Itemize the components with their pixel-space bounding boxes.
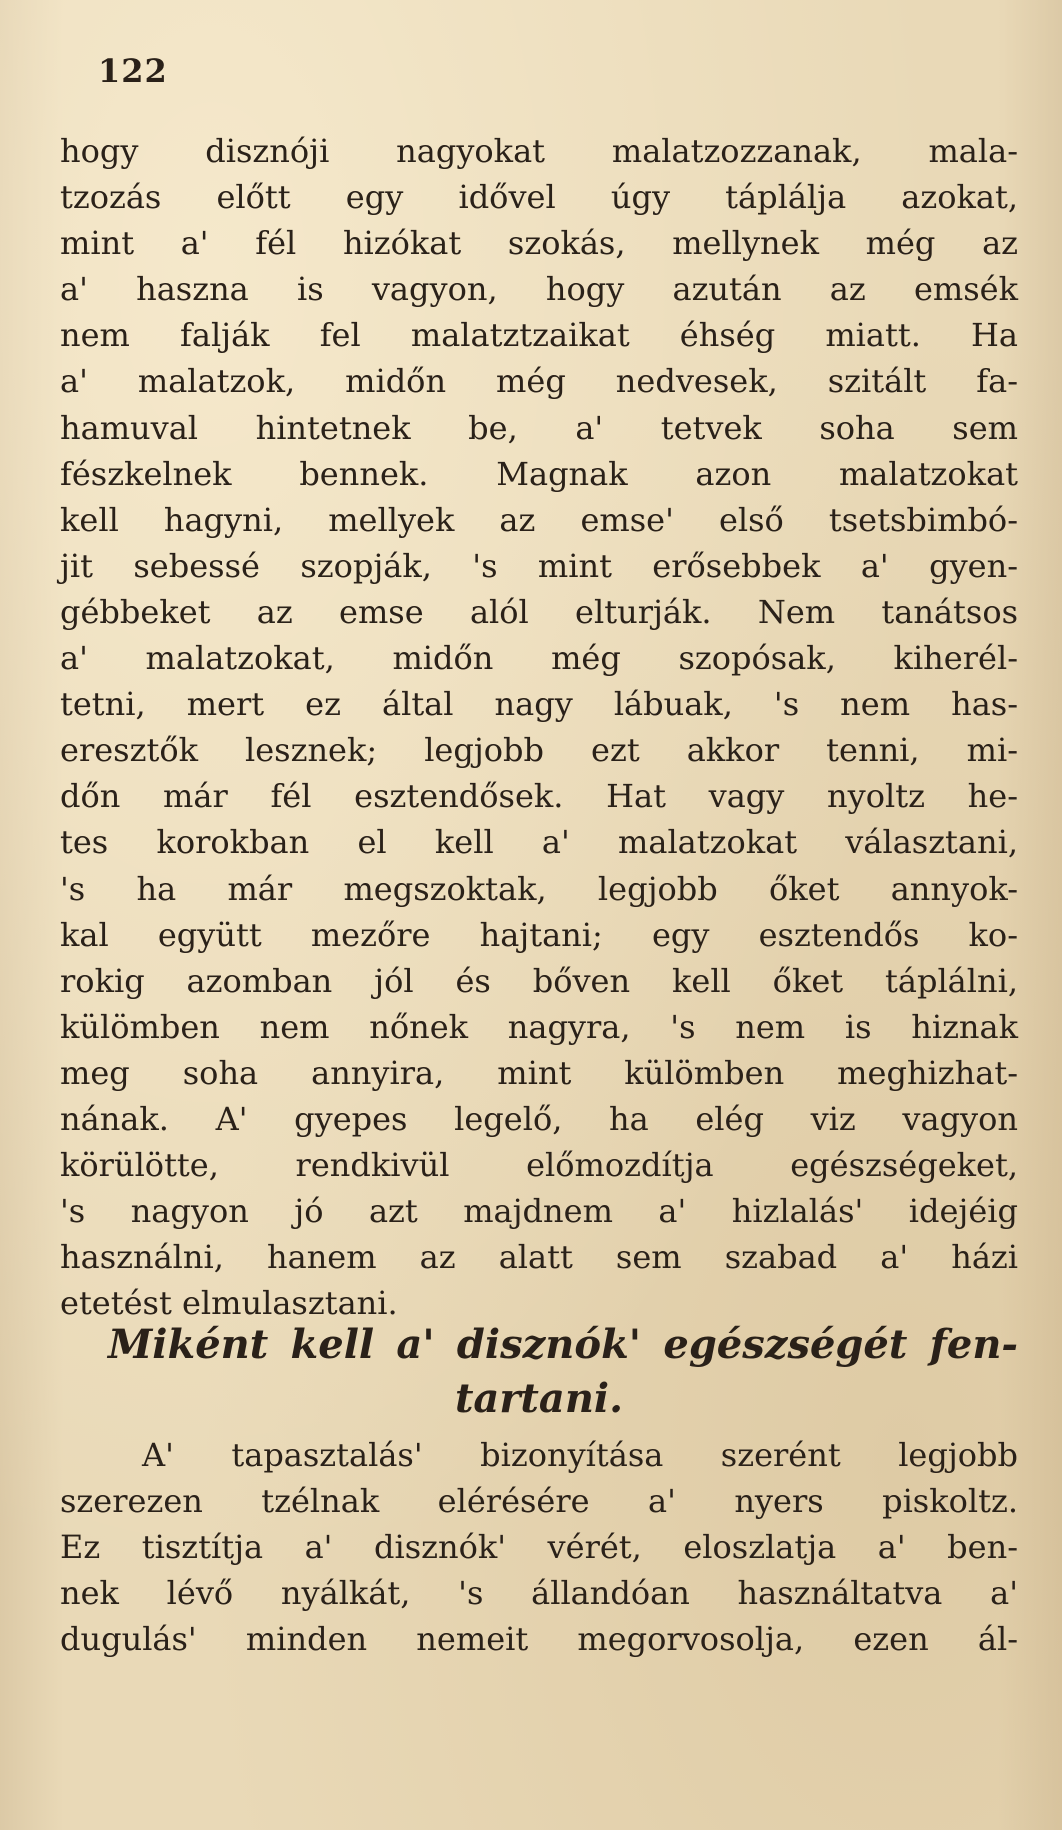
text-line: eresztők lesznek; legjobb ezt akkor tenni, mi- — [60, 731, 1018, 770]
text-line: hogy disznóji nagyokat malatzozzanak, mala- — [60, 132, 1018, 170]
text-line: rokig azomban jól és bőven kell őket táplálni, — [60, 961, 1018, 1000]
text-line: dőn már fél esztendősek. Hat vagy nyoltz he- — [60, 777, 1018, 816]
text-line: 's ha már megszoktak, legjobb őket annyok- — [60, 869, 1018, 908]
paragraph-2 — [60, 1432, 1018, 1662]
text-line: szerezen tzélnak elérésére a' nyers piskoltz. — [60, 1482, 1018, 1521]
text-line: jit sebessé szopják, 's mint erősebbek a' gyen- — [60, 546, 1018, 585]
text-line: fészkelnek bennek. Magnak azon malatzokat — [60, 454, 1018, 493]
section-heading-line-1: Miként kell a' disznók' egészségét fen- — [108, 1321, 1018, 1368]
text-line: gébbeket az emse alól elturják. Nem tanátsos — [60, 592, 1018, 631]
text-line: mint a' fél hizókat szokás, mellynek még az — [60, 224, 1018, 263]
text-line: használni, hanem az alatt sem szabad a' házi — [60, 1238, 1018, 1277]
text-line: hamuval hintetnek be, a' tetvek soha sem — [60, 408, 1018, 447]
text-line: Ez tisztítja a' disznók' vérét, eloszlatja a' ben- — [60, 1528, 1018, 1567]
text-line: meg soha annyira, mint külömben meghizhat- — [60, 1053, 1018, 1092]
text-line: nem falják fel malatztzaikat éhség miatt. Ha — [60, 316, 1018, 355]
section-heading — [60, 1318, 1018, 1426]
section-heading-line-2: tartani. — [454, 1375, 624, 1422]
text-line: kell hagyni, mellyek az emse' első tsetsbimbó- — [60, 500, 1018, 539]
text-line: A' tapasztalás' bizonyítása szerént legjobb — [142, 1436, 1018, 1474]
text-line: a' haszna is vagyon, hogy azután az emsék — [60, 270, 1018, 309]
text-line: nának. A' gyepes legelő, ha elég viz vagyon — [60, 1099, 1018, 1138]
text-line: a' malatzokat, midőn még szopósak, kiherél- — [60, 639, 1018, 678]
text-line: nek lévő nyálkát, 's állandóan használtatva a' — [60, 1574, 1018, 1613]
text-line: tetni, mert ez által nagy lábuak, 's nem has- — [60, 685, 1018, 724]
text-line: a' malatzok, midőn még nedvesek, szitált fa- — [60, 362, 1018, 401]
page-number: 122 — [98, 52, 168, 90]
text-line: 's nagyon jó azt majdnem a' hizlalás' idejéig — [60, 1192, 1018, 1231]
text-line: dugulás' minden nemeit megorvosolja, ezen ál- — [60, 1620, 1018, 1659]
text-line: etetést elmulasztani. — [60, 1284, 398, 1323]
text-line: tzozás előtt egy idővel úgy táplálja azokat, — [60, 178, 1018, 217]
text-line: körülötte, rendkivül előmozdítja egészségeket, — [60, 1146, 1018, 1185]
text-line: külömben nem nőnek nagyra, 's nem is hiznak — [60, 1007, 1018, 1046]
paragraph-1 — [60, 128, 1018, 1326]
text-line: kal együtt mezőre hajtani; egy esztendős ko- — [60, 915, 1018, 954]
text-line: tes korokban el kell a' malatzokat választani, — [60, 823, 1018, 862]
